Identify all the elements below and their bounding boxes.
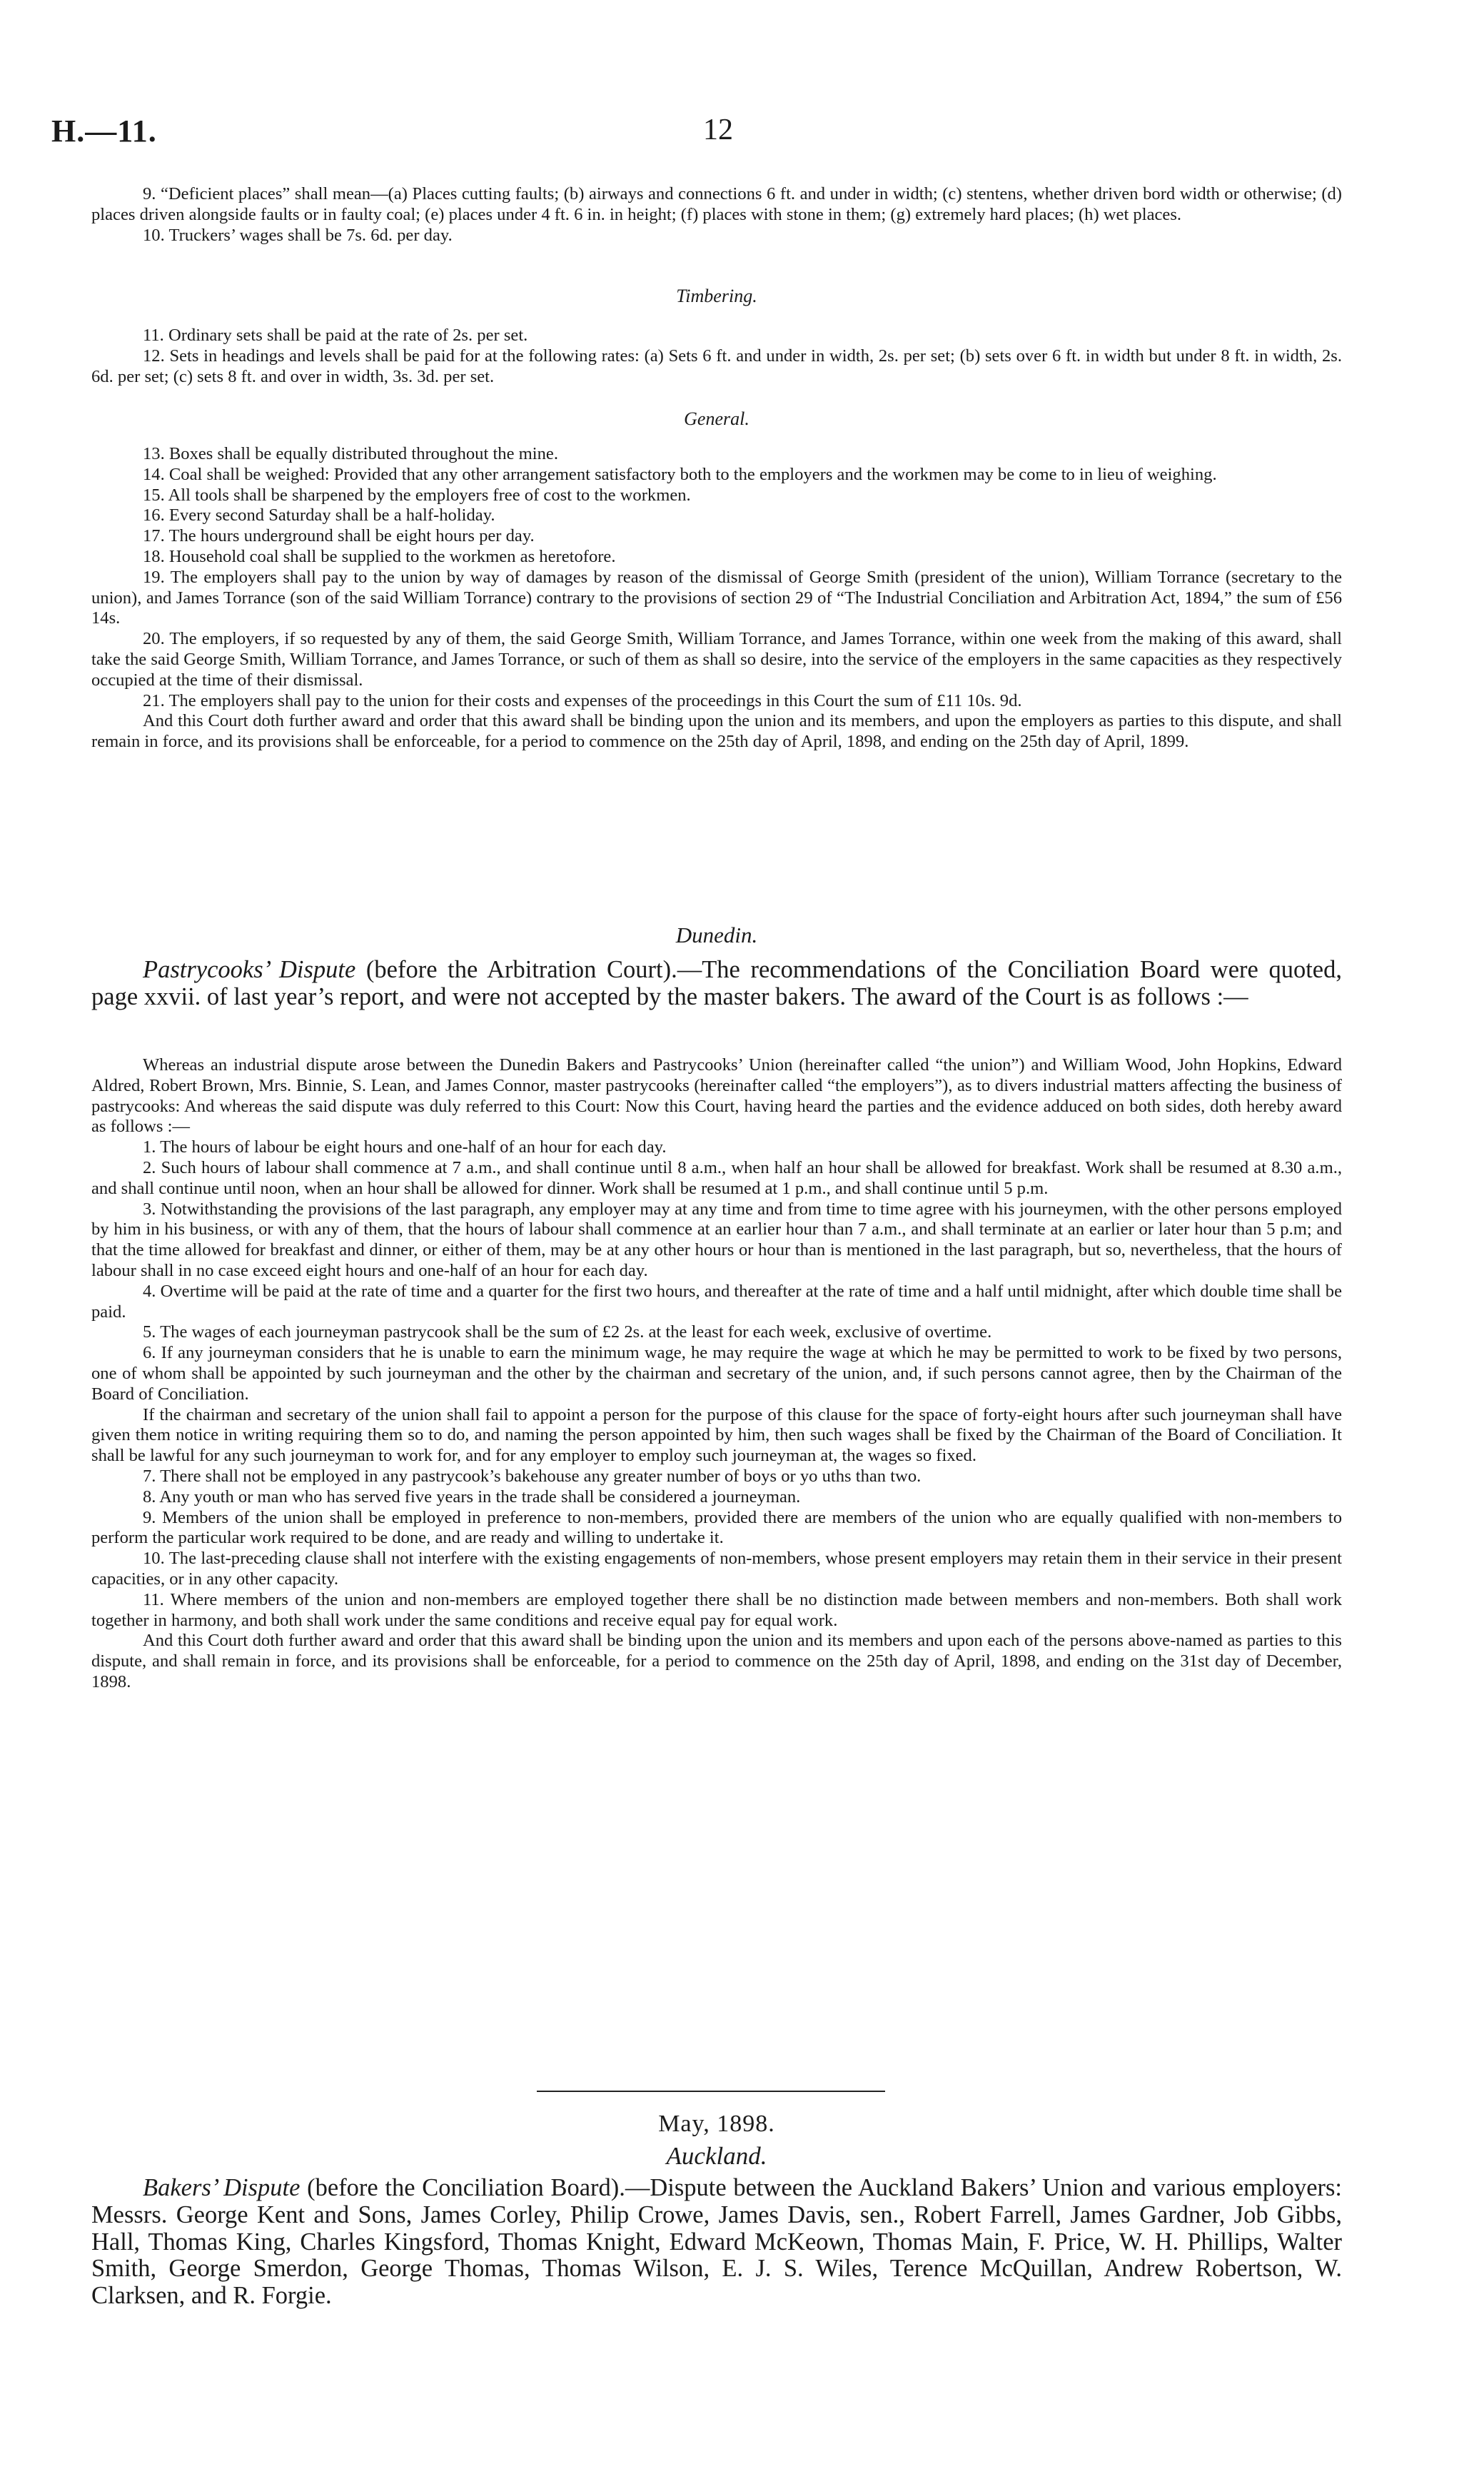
award-order-2: And this Court doth further award and order that this award shall be binding upon the union and its members and upon each of the persons above-named as parties to this dispute, and shall remain in force, and its provisions shall be enforceable, for a period to commence on the 25th day of April, 1898, and ending on the 31st day of December, 1898.: [91, 1631, 1342, 1691]
award-clause-6-continued: If the chairman and secretary of the union shall fail to appoint a person for the purpose of this clause for the space of forty-eight hours after such journeyman shall have given them notice in writing requiring them so to do, and naming the person appointed by him, then such wages shall be fixed by the Chairman of the Board of Conciliation. It shall be lawful for any such journeyman to work for, and for any employer to employ such journeyman at, the wages so fixed.: [91, 1404, 1342, 1466]
award-clause-8: 8. Any youth or man who has served five years in the trade shall be considered a journeyman.: [143, 1487, 801, 1507]
award-clause-5: 5. The wages of each journeyman pastrycook shall be the sum of £2 2s. at the least for each week, exclusive of overtime.: [143, 1322, 992, 1342]
clause-12: 12. Sets in headings and levels shall be paid for at the following rates: (a) Sets 6 ft. and under in width, 2s. per set; (b) sets over 6 ft. in width but under 8 ft. in width, 2s. 6d. per set; (c) sets 8 ft. and over in width, 3s. 3d. per set.: [91, 346, 1342, 386]
pastrycooks-intro-text: (before the Arbitration Court).—The recommendations of the Conciliation Board were quoted, page xxvii. of last year’s report, and were not accepted by the master bakers. The award of the Court is as follows :—: [91, 956, 1342, 1010]
clause-19: 19. The employers shall pay to the union by way of damages by reason of the dismissal of George Smith (president of the union), William Torrance (secretary to the union), and James Torrance (son of the said William Torrance) contrary to the provisions of section 29 of “The Industrial Conciliation and Arbitration Act, 1894,” the sum of £56 14s.: [91, 567, 1342, 628]
award-clause-4: 4. Overtime will be paid at the rate of time and a quarter for the first two hours, and thereafter at the rate of time and a half until midnight, after which double time shall be paid.: [91, 1281, 1343, 1322]
month-heading-wrap: [91, 2111, 1342, 2138]
whereas-paragraph: Whereas an industrial dispute arose between the Dunedin Bakers and Pastrycooks’ Union (hereinafter called “the union”) and William Wood, John Hopkins, Edward Aldred, Robert Brown, Mrs. Binnie, S. Lean, and James Connor, master pastrycooks (hereinafter called “the employers”), as to divers industrial matters affecting the business of pastrycooks: And whereas the said dispute was duly referred to this Court: Now this Court, having heard the parties and the evidence adduced on both sides, doth hereby award as follows :—: [91, 1055, 1342, 1137]
clause-14: 14. Coal shall be weighed: Provided that any other arrangement satisfactory both to the employers and the workmen may be come to in lieu of weighing.: [143, 464, 1217, 484]
bakers-dispute-title: Bakers’ Dispute: [143, 2174, 301, 2201]
pastrycooks-intro-paragraph: [91, 957, 1342, 1011]
section-divider: [537, 2091, 885, 2092]
clause-21: 21. The employers shall pay to the union for their costs and expenses of the proceedings in this Court the sum of £11 10s. 9d.: [143, 690, 1022, 710]
page-header: [0, 107, 1484, 150]
bakers-intro-text: (before the Conciliation Board).—Dispute between the Auckland Bakers’ Union and various employers: Messrs. George Kent and Sons, James Corley, Philip Crowe, James Davis, sen., Robert Farrell, James Gardner, Job Gibbs, Hall, Thomas King, Charles Kingsford, Thomas Knight, Edward McKeown, Thomas Main, F. Price, W. H. Phillips, Walter Smith, George Smerdon, George Thomas, Thomas Wilson, E. J. S. Wiles, Terence McQuillan, Andrew Robertson, W. Clarksen, and R. Forgie.: [91, 2174, 1343, 2310]
pastrycooks-dispute-title: Pastrycooks’ Dispute: [143, 956, 356, 983]
award-clause-7: 7. There shall not be employed in any pastrycook’s bakehouse any greater number of boys or yo uths than two.: [143, 1466, 922, 1486]
timbering-heading-wrap: [91, 286, 1342, 307]
award-clause-2: 2. Such hours of labour shall commence at 7 a.m., and shall continue until 8 a.m., when half an hour shall be allowed for breakfast. Work shall be resumed at 8.30 a.m., and shall continue until noon, when an hour shall be allowed for dinner. Work shall be resumed at 1 p.m., and shall continue until 5 p.m.: [91, 1157, 1342, 1198]
clause-15: 15. All tools shall be sharpened by the employers free of cost to the workmen.: [143, 485, 691, 505]
clause-10: 10. Truckers’ wages shall be 7s. 6d. per day.: [143, 225, 453, 245]
award-clause-11: 11. Where members of the union and non-members are employed together there shall be no distinction made between members and non-members. Both shall work together in harmony, and both shall work under the same conditions and receive equal pay for equal work.: [91, 1589, 1342, 1630]
dunedin-heading: Dunedin.: [675, 922, 758, 947]
bakers-intro-paragraph: [91, 2175, 1342, 2310]
page-number: 12: [703, 114, 733, 146]
award-clause-3: 3. Notwithstanding the provisions of the last paragraph, any employer may at any time and from time to time agree with his journeymen, with the other persons employed by him in his business, or with any of them, that the hours of labour shall commence at an earlier hour than 7 a.m., and shall terminate at an earlier or later hour than 5 p.m; and that the time allowed for breakfast and dinner, or either of them, may be at any other hours or hour than is mentioned in the last paragraph, but so, nevertheless, that the hours of labour shall in no case exceed eight hours and one-half of an hour for each day.: [91, 1199, 1342, 1280]
clause-13: 13. Boxes shall be equally distributed throughout the mine.: [143, 444, 558, 463]
award-clause-9: 9. Members of the union shall be employed in preference to non-members, provided there are members of the union who are equally qualified with non-members to perform the particular work required to be done, and are ready and willing to undertake it.: [91, 1507, 1342, 1548]
general-heading: General.: [684, 408, 749, 429]
general-heading-wrap: [91, 408, 1342, 430]
pastrycooks-award: [91, 1055, 1342, 1693]
clause-11: 11. Ordinary sets shall be paid at the rate of 2s. per set.: [143, 326, 528, 345]
auckland-heading: Auckland.: [666, 2142, 767, 2170]
auckland-heading-wrap: [91, 2142, 1342, 2171]
timbering-clauses: [91, 326, 1342, 387]
clause-18: 18. Household coal shall be supplied to the workmen as heretofore.: [143, 546, 616, 566]
award-clause-6: 6. If any journeyman considers that he is unable to earn the minimum wage, he may require the wage at which he may be permitted to work to be fixed by two persons, one of whom shall be appointed by such journeyman and the other by the chairman and secretary of the union, and, if such persons cannot agree, then by the Chairman of the Board of Conciliation.: [91, 1343, 1342, 1404]
award-order-1: And this Court doth further award and order that this award shall be binding upon the union and its members, and upon the employers as parties to this dispute, and shall remain in force, and its provisions shall be enforceable, for a period to commence on the 25th day of April, 1898, and ending on the 25th day of April, 1899.: [91, 711, 1342, 752]
award-clause-1: 1. The hours of labour be eight hours and one-half of an hour for each day.: [143, 1137, 667, 1157]
bakers-intro: [91, 2175, 1342, 2310]
timbering-heading: Timbering.: [676, 286, 757, 306]
general-clauses: [91, 444, 1342, 753]
report-reference: H.—11.: [51, 114, 157, 149]
dunedin-heading-wrap: [91, 921, 1342, 950]
award-clause-10: 10. The last-preceding clause shall not interfere with the existing engagements of non-members, whose present employers may retain them in their service in their present capacities, or in any other capacity.: [91, 1549, 1342, 1589]
month-heading: May, 1898.: [658, 2111, 775, 2137]
clause-16: 16. Every second Saturday shall be a half-holiday.: [143, 506, 495, 526]
clause-9: 9. “Deficient places” shall mean—(a) Places cutting faults; (b) airways and connections 6 ft. and under in width; (c) stentens, whether driven bord width or otherwise; (d) places driven alongside faults or in faulty coal; (e) places under 4 ft. 6 in. in height; (f) places with stone in them; (g) extremely hard places; (h) wet places.: [91, 184, 1342, 224]
pastrycooks-intro: [91, 957, 1342, 1011]
clause-20: 20. The employers, if so requested by any of them, the said George Smith, William Torrance, and James Torrance, within one week from the making of this award, shall take the said George Smith, William Torrance, and James Torrance, or such of them as shall so desire, into the service of the employers in the same capacities as they respectively occupied at the time of their dismissal.: [91, 629, 1342, 690]
clauses-9-10: [91, 184, 1342, 246]
clause-17: 17. The hours underground shall be eight hours per day.: [143, 526, 535, 546]
